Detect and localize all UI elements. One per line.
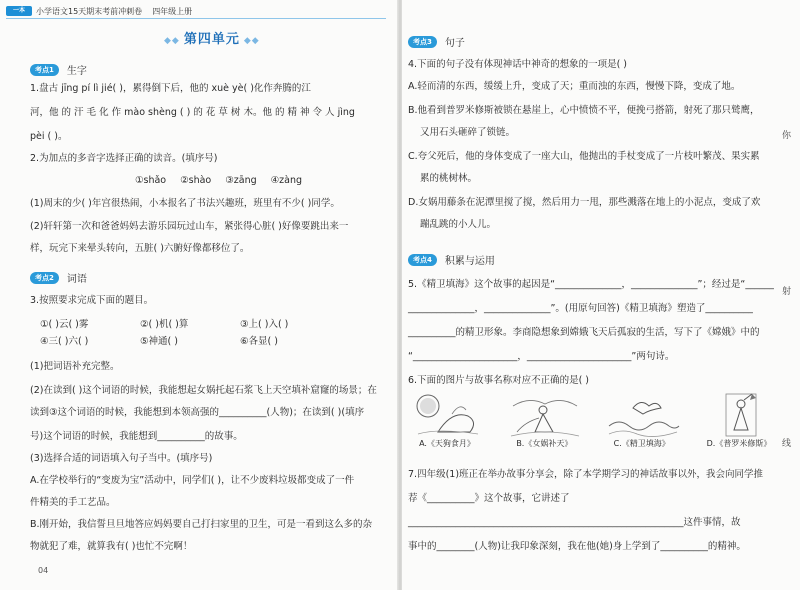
question-line: B.他看到普罗米修斯被锁在悬崖上，心中愤愤不平，便挽弓搭箭，射死了那只鹫鹰， [408,105,760,116]
word-grid-row [40,331,340,348]
question-line: 6.下面的图片与故事名称对应不正确的是( ) [408,375,589,386]
question-line: C.夸父死后，他的身体变成了一座大山，他抛出的手杖变成了一片枝叶繁茂、果实累 [408,151,760,162]
question-line: __________的精卫形象。李商隐想象到嫦娥飞天后孤寂的生活，写下了《嫦娥》中的 [408,327,760,338]
title-decoration-left: ◆◆ [164,36,180,46]
pinyin-option: ①shǎo [135,175,167,186]
question-line: 蹦乱跳的小人儿。 [420,219,497,230]
section-badge: 考点1 [30,64,59,76]
section-header-2 [30,270,87,285]
picture-options [408,392,778,450]
section-header-4 [408,252,495,267]
unit-title: ◆◆ 第四单元 ◆◆ [164,32,260,47]
pinyin-option: ④zàng [270,175,303,186]
title-decoration-right: ◆◆ [243,36,260,46]
word-grid-row [40,314,340,331]
question-line: 读到③这个词语的时候，我能想到本领高强的__________(人物)；在读到( )(填序 [30,407,365,418]
question-line: 事中的________(人物)让我印象深刻，我在他(她)身上学到了__________的精神。 [408,541,746,552]
question-line: 2.为加点的多音字选择正确的读音。(填序号) [30,153,218,164]
book-header [6,4,192,18]
question-line: ______________，______________”。(用原句回答)《精卫填海》塑造了__________ [408,303,753,314]
word-item: ③上( )入( ) [240,318,289,330]
section-title: 生字 [66,66,87,77]
picture-caption: D.《普罗米修斯》 [706,439,772,448]
question-line: A.轻而清的东西，缓缓上升，变成了天；重而浊的东西，慢慢下降，变成了地。 [408,81,741,92]
publisher-logo: 一本 [6,6,32,16]
question-line: A.在学校举行的“变废为宝”活动中，同学们( )，让不少废料垃圾都变成了一件 [30,475,355,486]
word-item: ①( )云( )雾 [40,318,89,330]
section-badge: 考点2 [30,272,59,284]
question-line: (1)周末的少( )年宫很热闹，小本报名了书法兴趣班，班里有不少( )同学。 [30,198,340,209]
section-title: 句子 [444,38,465,49]
section-header-1 [30,62,87,77]
question-line: 累的桃树林。 [420,173,478,184]
picture-option-c[interactable] [603,392,681,448]
question-line: 样，玩完下来晕头转向，五脏( )六腑好像都移位了。 [30,243,250,254]
question-line: 号)这个词语的时候，我能想到__________的故事。 [30,431,243,442]
grade-label: 四年级上册 [152,6,193,16]
section-badge: 考点4 [408,254,437,266]
question-line: 5.《精卫填海》这个故事的起因是“______________，______________”；经过是“______ [408,279,774,290]
section-title: 积累与运用 [444,256,495,267]
question-line: 件精美的手工艺品。 [30,497,116,508]
pinyin-options [135,175,316,186]
picture-option-d[interactable] [700,392,778,448]
question-line: (3)选择合适的词语填入句子当中。(填序号) [30,453,213,464]
header-rule [6,18,386,19]
question-line: __________________________________________________________这件事情，故 [408,517,741,528]
question-line: 荐《__________》这个故事，它讲述了 [408,493,570,504]
word-item: ⑥各显( ) [240,335,278,347]
question-line: (1)把词语补充完整。 [30,361,120,372]
margin-char: 射 [782,287,792,297]
section-header-3 [408,34,465,49]
question-line: 3.按照要求完成下面的题目。 [30,295,154,306]
question-line: 河，他 的 汗 毛 化 作 mào shèng ( ) 的 花 草 树 木。他 的 精 神 令 人 jìng [30,107,355,118]
pinyin-option: ③zāng [225,175,257,186]
goddess-illustration [505,392,583,438]
question-line: (2)在读到( )这个词语的时候，我能想起女娲托起石浆飞上天空填补窟窿的场景；在 [30,385,377,396]
question-line: pèi ( )。 [30,131,68,142]
book-title: 小学语文15天期末考前冲刺卷 [36,6,143,16]
picture-option-a[interactable] [408,392,486,448]
margin-char: 线 [782,439,792,449]
word-grid [40,314,340,348]
question-line: 4.下面的句子没有体现神话中神奇的想象的一项是( ) [408,59,627,70]
prometheus-illustration [700,392,778,438]
question-line: “______________________，______________________”两句诗。 [408,351,675,362]
question-line: (2)轩轩第一次和爸爸妈妈去游乐园玩过山车，紧张得心脏( )好像要跳出来一 [30,221,349,232]
section-badge: 考点3 [408,36,437,48]
page-number: 04 [38,566,49,575]
moon-dog-illustration [408,392,486,438]
margin-char: 你 [782,131,792,141]
picture-caption: C.《精卫填海》 [613,439,670,448]
picture-option-b[interactable] [505,392,583,448]
section-title: 词语 [66,274,87,285]
picture-caption: B.《女娲补天》 [516,439,573,448]
question-line: 1.盘古 jīng pí lì jié( )，累得倒下后，他的 xuè yè( )化作奔腾的江 [30,83,311,94]
question-line: D.女娲用藤条在泥潭里搅了搅，然后用力一甩，那些溅落在地上的小泥点，变成了欢 [408,197,761,208]
question-line: 又用石头砸碎了锁链。 [420,127,516,138]
bird-sea-illustration [603,392,681,438]
word-item: ⑤神通( ) [140,335,178,347]
question-line: 物就犯了难，就算我有( )也忙不完啊！ [30,541,193,552]
pinyin-option: ②shào [180,175,212,186]
word-item: ②( )机( )算 [140,318,189,330]
question-line: 7.四年级(1)班正在举办故事分享会，除了本学期学习的神话故事以外，我会向同学推 [408,469,764,480]
word-item: ④三( )六( ) [40,335,89,347]
question-line: B.刚开始，我信誓旦旦地答应妈妈要自己打扫家里的卫生，可是一看到这么多的杂 [30,519,373,530]
picture-caption: A.《天狗食月》 [419,439,475,448]
